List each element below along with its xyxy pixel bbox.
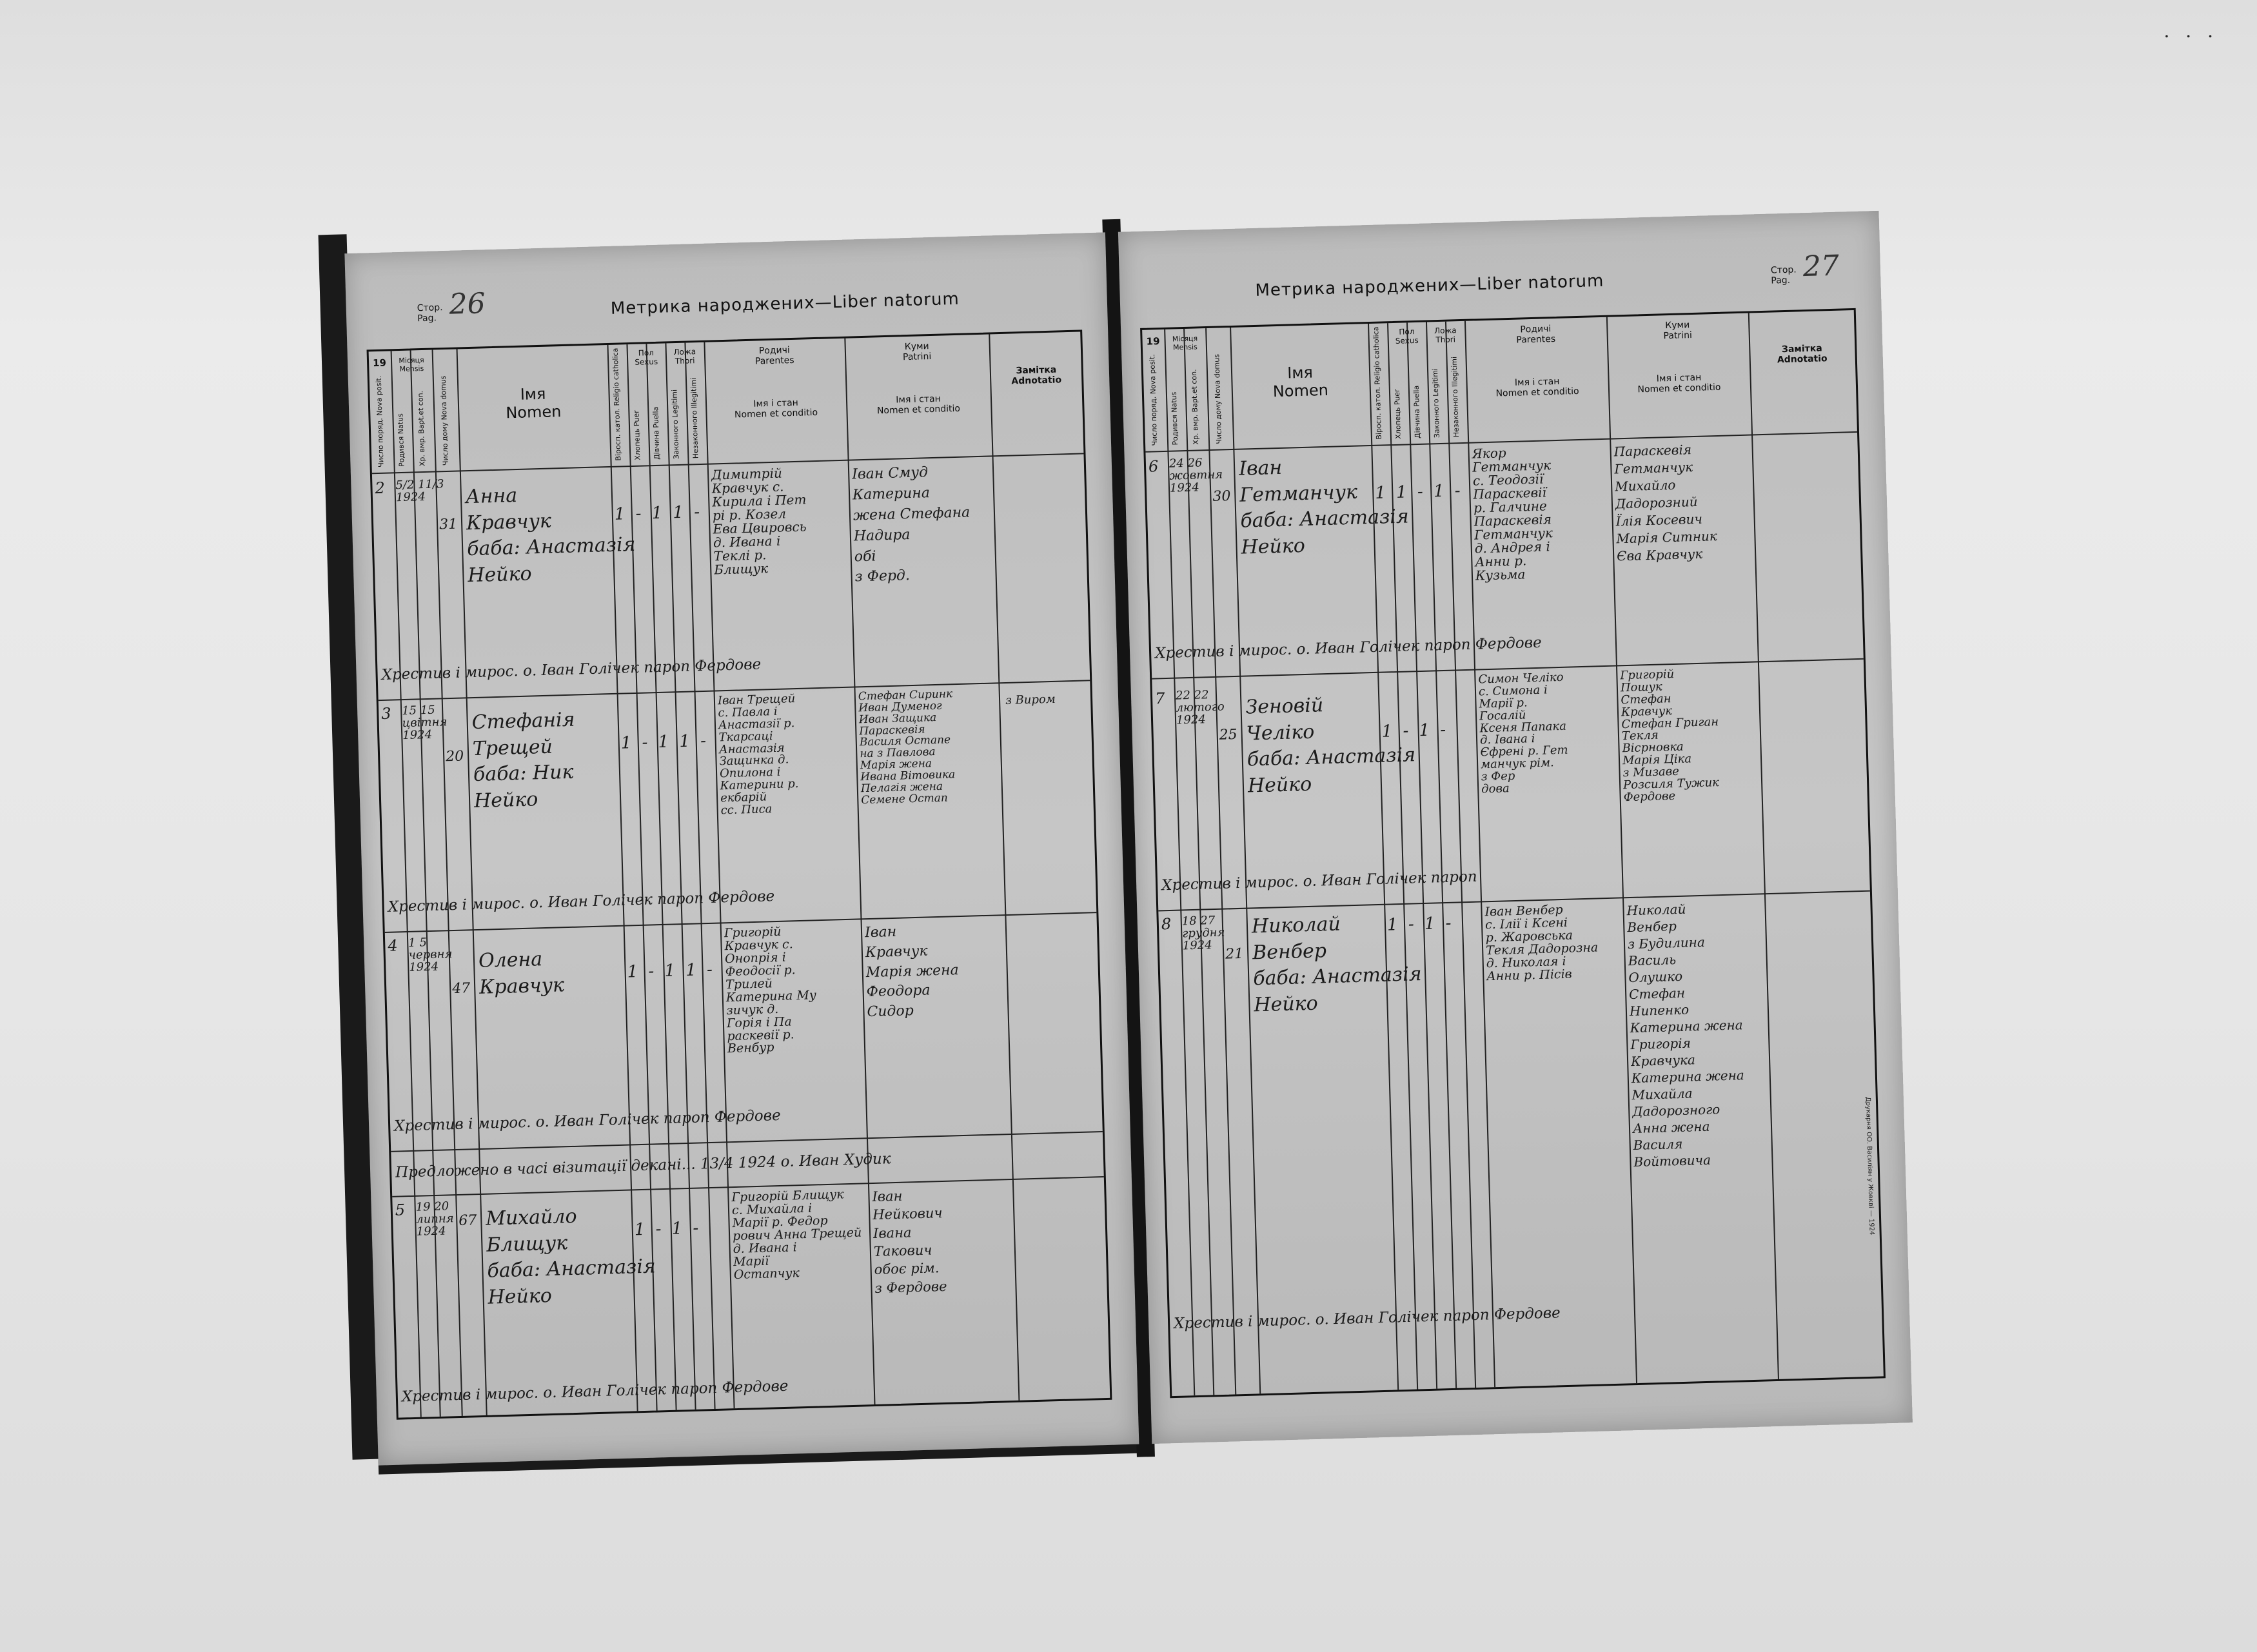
header-bed: Ложа Thori — [1434, 326, 1457, 344]
entry-number: 4 — [387, 936, 399, 955]
entry-house: 30 — [1212, 488, 1231, 505]
entry-number: 6 — [1148, 457, 1159, 476]
entry-baptism-note: Хрестив і мирос. о. Иван Голічек пароп Фердовe — [388, 888, 775, 916]
header-notes: Замітка Adnotatio — [1011, 364, 1062, 387]
header-parents-sub: Імя і стан Nomen et conditio — [1495, 376, 1579, 399]
entry-godparents: Николай Венбер з Будилина Василь Олушко Стефан Нипенко Катерина жена Григорія Кравчука Катерина жена Михайла Дадорозного Анна жена Василя Войтовича — [1626, 901, 1745, 1170]
header-born: Родився Natus — [1169, 391, 1180, 446]
entry-number: 8 — [1161, 914, 1172, 934]
entry-parents: Симон Челіко с. Симона і Марії р. Госалій Ксеня Папака д. Івана і Єфрені р. Гет манчук рім. з Фер дова — [1478, 670, 1568, 796]
year-prefix: 19 — [1146, 335, 1160, 348]
header-place: Місяця Mensis — [399, 355, 424, 373]
entry-house: 21 — [1225, 945, 1244, 963]
entry-godparents: Іван Кравчук Марія жена Феодора Сидор — [864, 923, 960, 1021]
header-religion: Віросп. катол. Religio catholica — [611, 348, 623, 461]
header-name: Імя Nomen — [505, 384, 562, 422]
header-sex-female: Дівчина Puella — [651, 406, 662, 460]
entry-marks: 1 - 1 1 - — [614, 502, 700, 524]
entry-baptism-note: Хрестив і мирос. о. Иван Голічек пароп Фердовe — [1154, 634, 1542, 662]
entry-child-name: Анна Кравчук баба: Анастазія Нейко — [465, 484, 636, 587]
header-godparents: Куми Patrini — [902, 341, 932, 363]
header-parents: Родичі Parentes — [1516, 324, 1556, 346]
header-sex: Пол Sexus — [1395, 327, 1419, 346]
header-illegit: Незаконного Illegitimi — [689, 377, 700, 459]
entry-house: 67 — [458, 1212, 477, 1229]
entry-house: 25 — [1219, 726, 1238, 743]
entry-marks: 1 - 1 - — [634, 1218, 699, 1240]
header-religion: Віросп. катол. Religio catholica — [1372, 326, 1384, 440]
entry-baptism-note: Хрестив і мирос. о. Иван Голічек пароп — [1161, 868, 1477, 894]
register-book — [318, 172, 1927, 1498]
entry-baptism-note: Хрестив і мирос. о. Иван Голічек пароп Фердовe — [401, 1377, 789, 1406]
entry-dates: 5/2 11/3 1924 — [395, 477, 444, 505]
entry-godparents: Іван Нейкович Івана Такович обоє рім. з Фердове — [872, 1188, 947, 1296]
header-sex-male: Хлопець Puer — [1392, 389, 1403, 439]
header-legit: Законного Legitimi — [1430, 368, 1441, 438]
header-house: Число дому Nova domus — [1212, 353, 1224, 444]
entry-number: 5 — [395, 1201, 406, 1219]
header-illegit: Незаконного Illegitimi — [1450, 356, 1461, 438]
entry-marks: 1 - 1 - — [1381, 720, 1446, 742]
header-godparents-sub: Імя і стан Nomen et conditio — [876, 393, 961, 417]
entry-dates: 24 26 жовтня 1924 — [1168, 456, 1223, 495]
entry-number: 3 — [380, 704, 391, 723]
right-page — [1118, 211, 1913, 1444]
header-sex-female: Дівчина Puella — [1412, 385, 1423, 439]
entry-dates: 19 20 липня 1924 — [415, 1199, 454, 1239]
page-number: 27 — [1802, 249, 1840, 284]
header-notes: Замітка Adnotatio — [1777, 343, 1828, 366]
entry-dates: 22 22 лютого 1924 — [1175, 688, 1225, 727]
entry-child-name: Николай Венбер баба: Анастазія Нейко — [1251, 912, 1423, 1016]
entry-baptism-note: Хрестив і мирос. о. Иван Голічек пароп Фердовe — [393, 1106, 782, 1135]
entry-dates: 15 15 цвітня 1924 — [401, 703, 448, 742]
page-title: Метрика народжених—Liber natorum — [1255, 271, 1604, 300]
entry-note: з Виром — [1005, 692, 1056, 707]
entry-parents: Якор Гетманчук с. Теодозії Параскевії р. Галчине Параскевія Гетманчук д. Андрея і Анни р. Кузьма — [1472, 445, 1553, 584]
entry-child-name: Михайло Блищук баба: Анастазія Нейко — [485, 1205, 656, 1309]
header-baptized: Хр. вмр. Bapt.et con. — [1189, 369, 1201, 445]
entry-child-name: Олена Кравчук — [478, 948, 565, 999]
left-page — [344, 232, 1139, 1465]
year-prefix: 19 — [372, 357, 387, 369]
entry-godparents: Параскевія Гетманчук Михайло Дадорозний Їлія Косевич Марія Ситник Єва Кравчук — [1613, 442, 1718, 564]
entry-marks: 1 1 - 1 - — [1374, 481, 1461, 503]
page-label: Стор. Pag. — [417, 302, 443, 324]
entry-marks: 1 - 1 - — [1386, 913, 1452, 935]
entry-parents: Димитрій Кравчук с. Кирила і Пет рі р. Козел Ева Цвировсь д. Ивана і Теклі р. Блищук — [711, 465, 807, 578]
entry-dates: 18 27 грудня 1924 — [1181, 914, 1225, 953]
entry-parents: Григорій Блищук с. Михайла і Марії р. Федор рович Анна Трещей д. Ивана і Марії Остапчук — [731, 1187, 862, 1282]
page-number: 26 — [448, 287, 486, 321]
register-table — [367, 329, 1112, 1419]
header-godparents: Куми Patrini — [1663, 320, 1693, 342]
header-sex-male: Хлопець Puer — [632, 410, 642, 460]
entry-parents: Іван Трещей с. Павла і Анастазії р. Ткарсаці Анастазія Защинка д. Опилона і Катерини р. екбарій сс. Писа — [717, 692, 799, 818]
header-number: Число поряд. Nova posit. — [374, 375, 386, 468]
entry-child-name: Іван Гетманчук баба: Анастазія Нейко — [1238, 456, 1410, 559]
page-label: Стор. Pag. — [1770, 264, 1797, 286]
entry-parents: Григорій Кравчук с. Онопрія і Феодосії р. Трилей Катерина Му зичук д. Горія і Па раскевії р. Венбур — [724, 924, 817, 1056]
visitation-note: Предложено в часі візитації декані... 13/4 1924 о. Иван Худик — [395, 1150, 891, 1181]
entry-baptism-note: Хрестив і мирос. о. Иван Голічек пароп Фердовe — [1173, 1304, 1561, 1333]
entry-number: 7 — [1154, 689, 1165, 708]
printer-imprint: Друкарня ОО. Василіян у Жовкві — 1924 — [1864, 1096, 1875, 1235]
entry-baptism-note: Хрестив і мирос. о. Іван Голічек пароп Фердовe — [381, 656, 762, 683]
entry-godparents: Григорій Пошук Стефан Кравчук Стефан Григан Текля Вісрновка Марія Ціка з Мизаве Розсиля Тужик Фердове — [1620, 667, 1720, 805]
entry-dates: 1 5 червня 1924 — [408, 936, 453, 974]
header-baptized: Хр. вмр. Bapt.et con. — [416, 390, 427, 467]
entry-house: 47 — [451, 980, 471, 998]
entry-godparents: Іван Смуд Катерина жена Стефана Надира обі з Ферд. — [851, 464, 971, 585]
header-legit: Законного Legitimi — [670, 389, 681, 460]
register-table — [1140, 308, 1886, 1398]
entry-marks: 1 - 1 1 - — [620, 731, 707, 753]
entry-child-name: Зеновій Челіко баба: Анастазія Нейко — [1245, 694, 1416, 798]
header-number: Число поряд. Nova posit. — [1148, 354, 1159, 446]
entry-marks: 1 - 1 1 - — [627, 959, 713, 982]
page-title: Метрика народжених—Liber natorum — [610, 289, 960, 319]
entry-godparents: Стефан Сиринк Иван Думеног Иван Защика Параскевія Василя Остапе на з Павлова Марія жена Ивана Вітовика Пелагія жена Семенe Остап — [858, 687, 956, 807]
header-parents-sub: Імя і стан Nomen et conditio — [734, 397, 818, 420]
header-place: Місяця Mensis — [1172, 334, 1198, 352]
header-godparents-sub: Імя і стан Nomen et conditio — [1637, 372, 1721, 395]
entry-child-name: Стефанія Трещей баба: Ник Нейко — [471, 708, 575, 812]
header-born: Родився Natus — [396, 413, 406, 467]
header-name: Імя Nomen — [1272, 363, 1329, 400]
entry-house: 20 — [445, 748, 464, 765]
header-house: Число дому Nova domus — [439, 375, 450, 466]
header-sex: Пол Sexus — [635, 348, 658, 367]
header-parents: Родичі Parentes — [754, 345, 794, 367]
entry-house: 31 — [439, 516, 458, 533]
entry-parents: Іван Венбер с. Ілії і Ксені р. Жаровська Текля Дадорозна д. Николая і Анни р. Пісів — [1484, 902, 1599, 983]
film-marks: · · · — [2163, 26, 2218, 47]
header-bed: Ложа Thori — [673, 347, 696, 366]
entry-number: 2 — [375, 478, 386, 498]
